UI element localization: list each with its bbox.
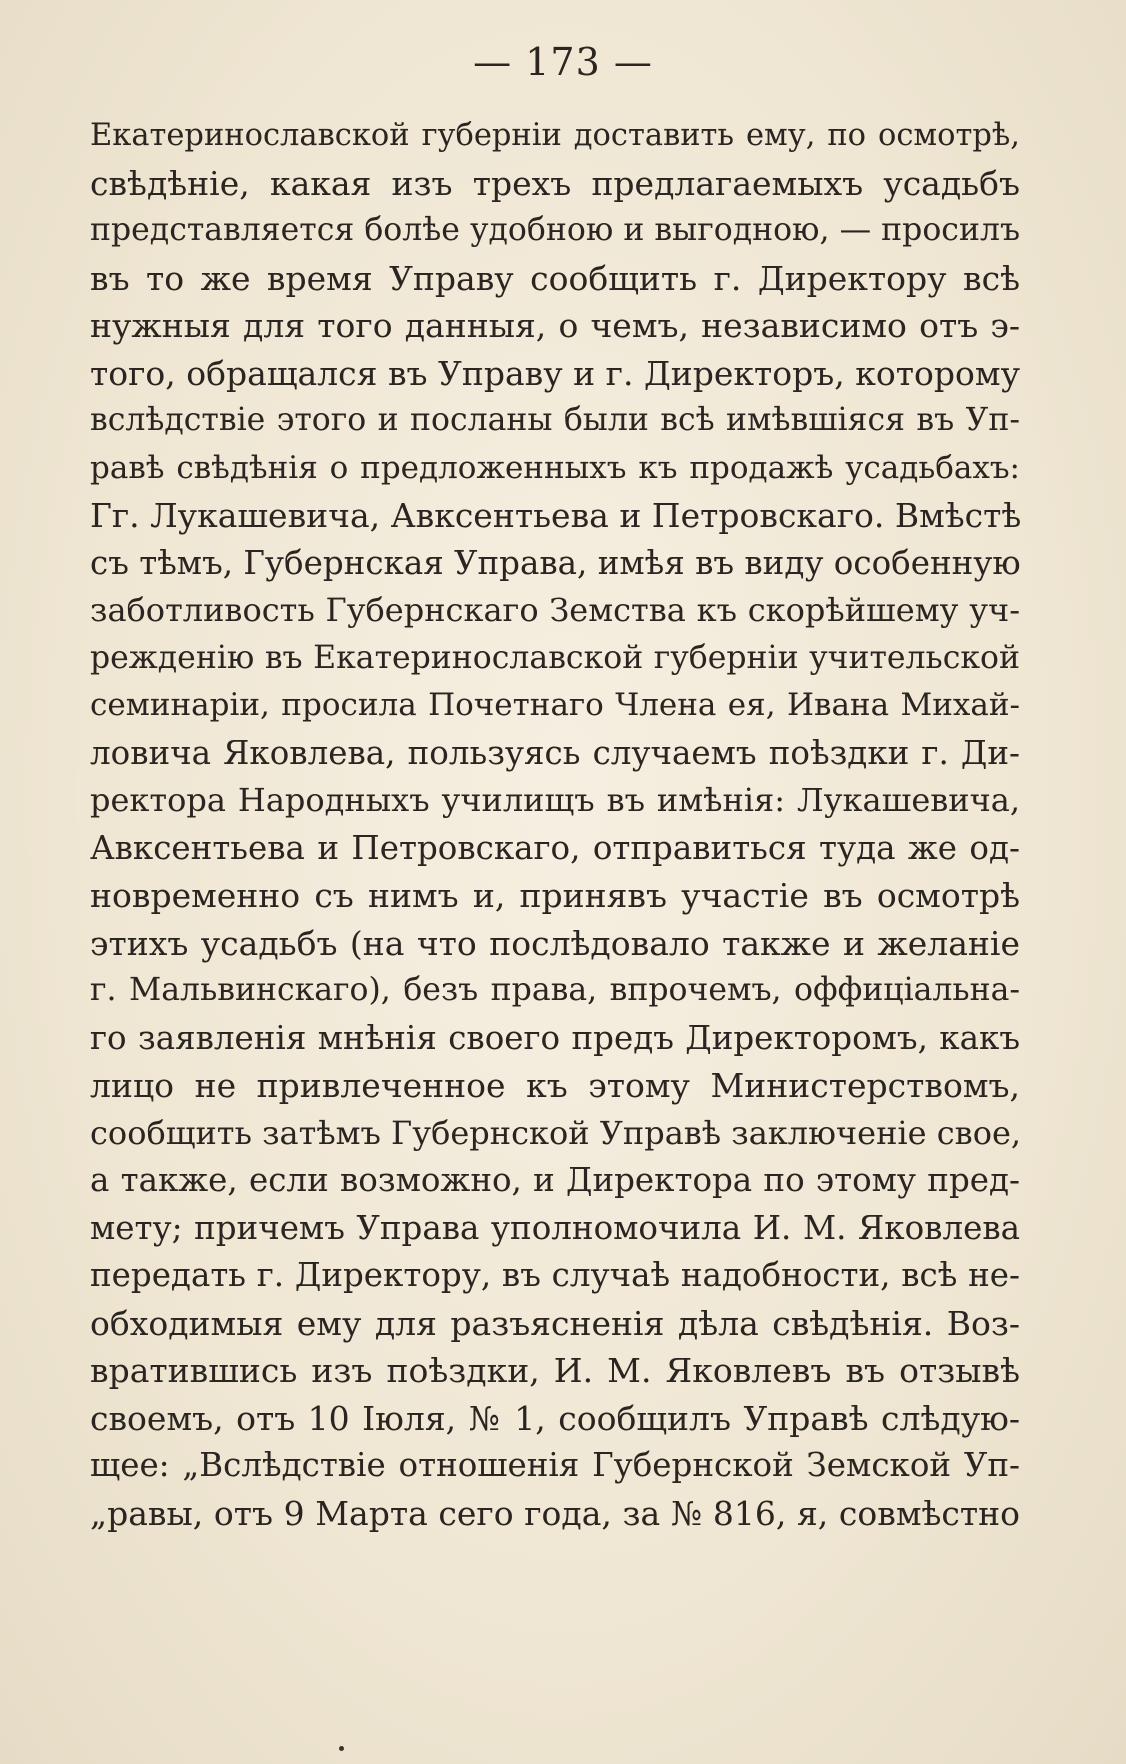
text-line-17: новременно съ нимъ и, принявъ участіе въ осмотрѣ <box>90 876 1020 915</box>
text-line-21: лицо не привлеченное къ этому Министерствомъ, <box>90 1066 1020 1105</box>
text-line-3: представляется болѣе удобною и выгодною, — просилъ <box>90 212 1020 248</box>
ink-speck <box>339 1746 344 1751</box>
text-line-6: того, обращался въ Управу и г. Директоръ, которому <box>90 353 1020 393</box>
text-line-27: вратившись изъ поѣздки, И. М. Яковлевъ въ отзывѣ <box>90 1351 1020 1390</box>
page-number: — 173 — <box>473 40 653 84</box>
text-line-11: заботливость Губернскаго Земства къ скорѣйшему уч- <box>90 591 1020 629</box>
text-line-1: Екатеринославской губерніи доставить ему, по осмотрѣ, <box>90 118 1020 153</box>
text-line-26: обходимыя ему для разъясненія дѣла свѣдѣнія. Воз- <box>90 1303 1020 1343</box>
text-line-15: ректора Народныхъ училищъ въ имѣнія: Лукашевича, <box>90 781 1020 819</box>
text-line-7: вслѣдствіе этого и посланы были всѣ имѣвшіяся въ Уп- <box>90 402 1020 438</box>
text-line-5: нужныя для того данныя, о чемъ, независимо отъ э- <box>90 306 1020 345</box>
text-line-28: своемъ, отъ 10 Іюля, № 1, сообщилъ Управѣ слѣдую- <box>90 1398 1020 1438</box>
text-line-24: мету; причемъ Управа уполномочила И. М. Яковлева <box>90 1208 1020 1247</box>
text-line-25: передать г. Директору, въ случаѣ надобности, всѣ не- <box>90 1256 1020 1294</box>
text-line-2: свѣдѣніе, какая изъ трехъ предлагаемыхъ усадьбъ <box>90 163 1020 203</box>
text-line-29: щее: „Вслѣдствіе отношенія Губернской Земской Уп- <box>90 1446 1020 1484</box>
body-text <box>90 112 1020 1537</box>
text-line-16: Авксентьева и Петровскаго, отправиться туда же од- <box>90 828 1020 867</box>
text-line-13: семинаріи, просила Почетнаго Члена ея, Ивана Михай- <box>90 687 1020 723</box>
text-line-18: этихъ усадьбъ (на что послѣдовало также и желаніе <box>90 923 1020 963</box>
text-line-23: а также, если возможно, и Директора по этому пред- <box>90 1161 1020 1199</box>
text-line-10: съ тѣмъ, Губернская Управа, имѣя въ виду особенную <box>90 543 1021 582</box>
text-line-4: въ то же время Управу сообщить г. Директору всѣ <box>90 258 1020 298</box>
text-line-19: г. Мальвинскаго), безъ права, впрочемъ, оффиціальна- <box>90 972 1020 1008</box>
text-line-22: сообщить затѣмъ Губернской Управѣ заключеніе свое, <box>90 1113 1022 1152</box>
text-line-9: Гг. Лукашевича, Авксентьева и Петровскаго. Вмѣстѣ <box>90 496 1022 535</box>
text-line-20: го заявленія мнѣнія своего предъ Директоромъ, какъ <box>90 1018 1020 1057</box>
text-line-8: равѣ свѣдѣнія о предложенныхъ къ продажѣ усадьбахъ: <box>90 449 1020 486</box>
text-line-30: „равы, отъ 9 Марта сего года, за № 816, я, совмѣстно <box>90 1493 1020 1533</box>
text-line-14: ловича Яковлева, пользуясь случаемъ поѣздки г. Ди- <box>90 733 1020 772</box>
text-line-12: режденію въ Екатеринославской губерніи учительской <box>90 639 1020 676</box>
